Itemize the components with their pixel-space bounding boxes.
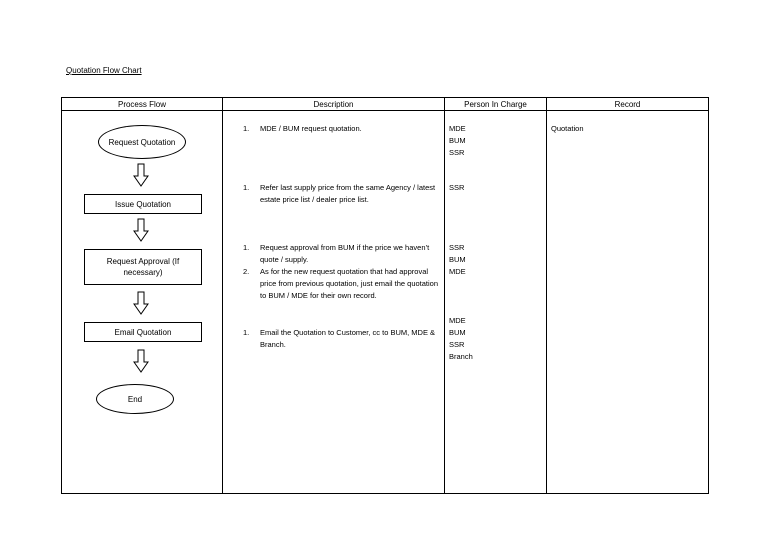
person-name: MDE [449,124,466,133]
flow-issue-quotation-label: Issue Quotation [114,199,172,209]
flow-request-quotation-label: Request Quotation [108,137,176,147]
description-cell [223,111,445,494]
flow-issue-quotation [84,194,202,214]
person-name: SSR [449,183,465,192]
flow-end [96,384,174,414]
flow-end-label: End [127,394,143,404]
person-group [449,242,466,278]
person-name: SSR [449,340,465,349]
person-name: SSR [449,243,465,252]
down-arrow-icon [133,291,149,315]
person-name: MDE [449,267,466,276]
header-person-in-charge: Person In Charge [445,98,547,111]
person-group [449,182,464,194]
down-arrow-icon [133,218,149,242]
record-cell [547,111,709,494]
down-arrow-icon [133,163,149,187]
header-description: Description [223,98,445,111]
person-name: MDE [449,316,466,325]
record-item: Quotation [551,124,584,133]
process-flow-cell [62,111,223,494]
description-text: As for the new request quotation that had approval price from previous quotation, just email the quotation to BUM / MDE for their own record. [260,267,439,300]
description-number: 1. [243,243,250,252]
person-group [449,123,466,159]
description-text: Request approval from BUM if the price we haven’t quote / supply. [260,243,430,264]
doc-title: Quotation Flow Chart [66,66,142,75]
description-number: 2. [243,267,250,276]
person-name: BUM [449,328,466,337]
person-name: SSR [449,148,465,157]
flow-request-quotation [98,125,186,159]
description-text: Refer last supply price from the same Agency / latest estate price list / dealer price list. [260,183,436,204]
description-number: 1. [243,328,250,337]
quotation-flow-table [61,97,709,494]
header-record: Record [547,98,709,111]
description-number: 1. [243,183,250,192]
flow-email-quotation [84,322,202,342]
description-text: MDE / BUM request quotation. [260,124,362,133]
down-arrow-icon [133,349,149,373]
description-number: 1. [243,124,250,133]
person-in-charge-cell [445,111,547,494]
person-name: BUM [449,136,466,145]
flow-request-approval [84,249,202,285]
person-group [449,315,473,363]
person-name: BUM [449,255,466,264]
description-text: Email the Quotation to Customer, cc to BUM, MDE & Branch. [260,328,436,349]
flow-request-approval-label: Request Approval (If necessary) [106,257,180,277]
person-name: Branch [449,352,473,361]
header-process-flow: Process Flow [62,98,223,111]
flow-email-quotation-label: Email Quotation [114,327,172,337]
